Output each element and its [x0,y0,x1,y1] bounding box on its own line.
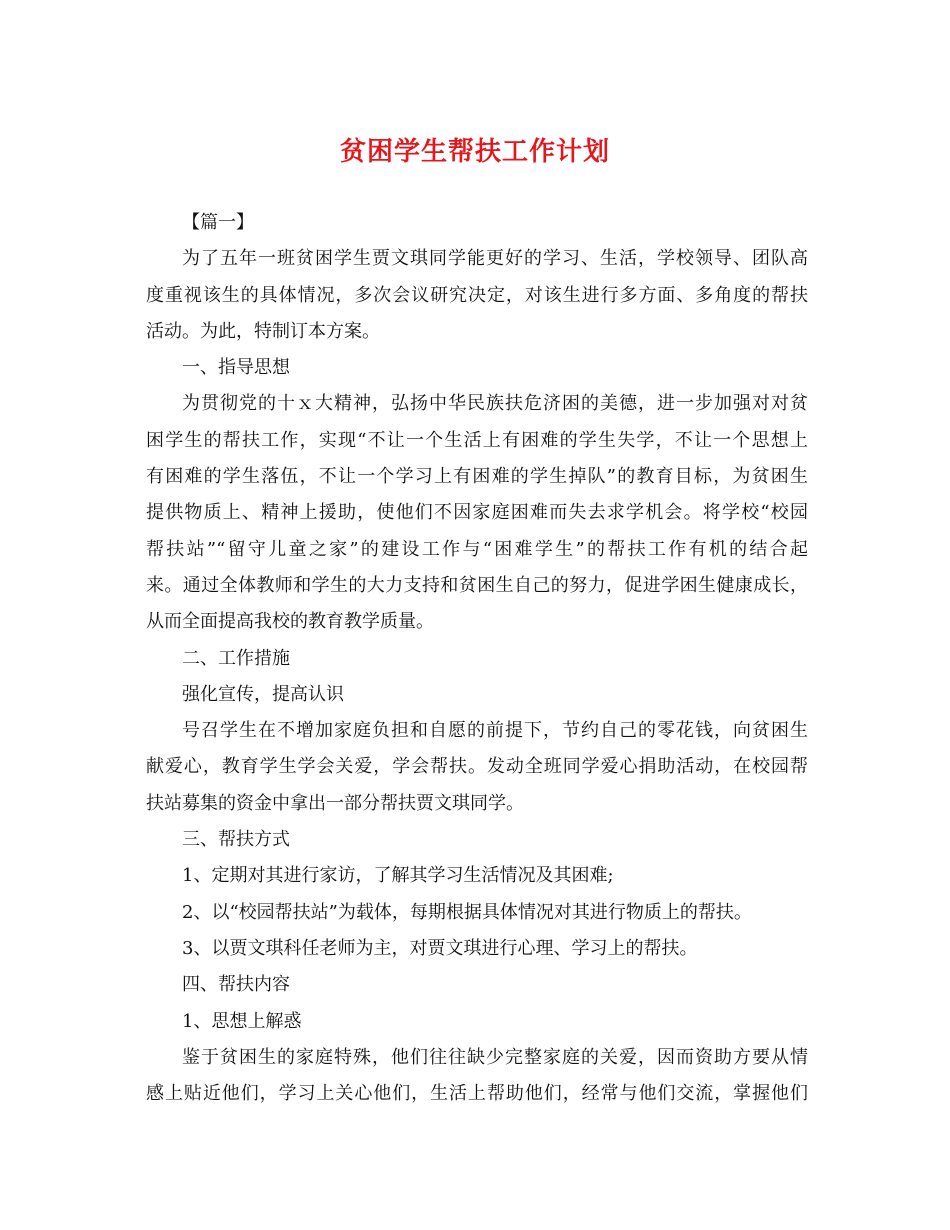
paragraph-line: 来。通过全体教师和学生的大力支持和贫困生自己的努力，促进学困生健康成长， [146,574,808,596]
paragraph-line: 献爱心，教育学生学会关爱，学会帮扶。发动全班同学爱心捐助活动，在校园帮 [146,756,808,778]
paragraph-line: 度重视该生的具体情况，多次会议研究决定，对该生进行多方面、多角度的帮扶 [146,284,808,306]
list-item: 1、定期对其进行家访，了解其学习生活情况及其困难; [182,865,614,887]
paragraph-line: 困学生的帮扶工作，实现“不让一个生活上有困难的学生失学，不让一个思想上 [146,429,808,451]
paragraph-line: 鉴于贫困生的家庭特殊，他们往往缺少完整家庭的关爱，因而资助方要从情 [182,1046,808,1068]
list-item: 2、以“校园帮扶站”为载体，每期根据具体情况对其进行物质上的帮扶。 [182,901,752,923]
sub-heading: 强化宣传，提高认识 [182,683,344,705]
paragraph-line: 为贯彻党的十ｘ大精神，弘扬中华民族扶危济困的美德，进一步加强对对贫 [182,393,808,415]
sub-heading: 1、思想上解惑 [182,1010,302,1032]
paragraph-line: 号召学生在不增加家庭负担和自愿的前提下，节约自己的零花钱，向贫困生 [182,720,808,742]
paragraph-line: 从而全面提高我校的教育教学质量。 [146,611,434,633]
section-heading: 二、工作措施 [182,647,290,669]
paragraph-line: 提供物质上、精神上援助，使他们不因家庭困难而失去求学机会。将学校“校园 [146,502,808,524]
section-marker: 【篇一】 [182,212,254,233]
paragraph-line: 扶站募集的资金中拿出一部分帮扶贾文琪同学。 [146,792,524,814]
paragraph-line: 有困难的学生落伍，不让一个学习上有困难的学生掉队”的教育目标，为贫困生 [146,466,808,488]
document-title: 贫困学生帮扶工作计划 [339,137,610,167]
list-item: 3、以贾文琪科任老师为主，对贾文琪进行心理、学习上的帮扶。 [182,937,698,959]
section-heading: 三、帮扶方式 [182,829,290,851]
paragraph-line: 为了五年一班贫困学生贾文琪同学能更好的学习、生活，学校领导、团队高 [182,248,808,270]
paragraph-line: 活动。为此，特制订本方案。 [146,320,380,342]
paragraph-line: 感上贴近他们，学习上关心他们，生活上帮助他们，经常与他们交流，掌握他们 [146,1083,808,1105]
section-heading: 一、指导思想 [182,357,290,379]
document-body [146,205,808,1112]
section-heading: 四、帮扶内容 [182,974,290,996]
paragraph-line: 帮扶站”“留守儿童之家”的建设工作与“困难学生”的帮扶工作有机的结合起 [146,538,808,560]
